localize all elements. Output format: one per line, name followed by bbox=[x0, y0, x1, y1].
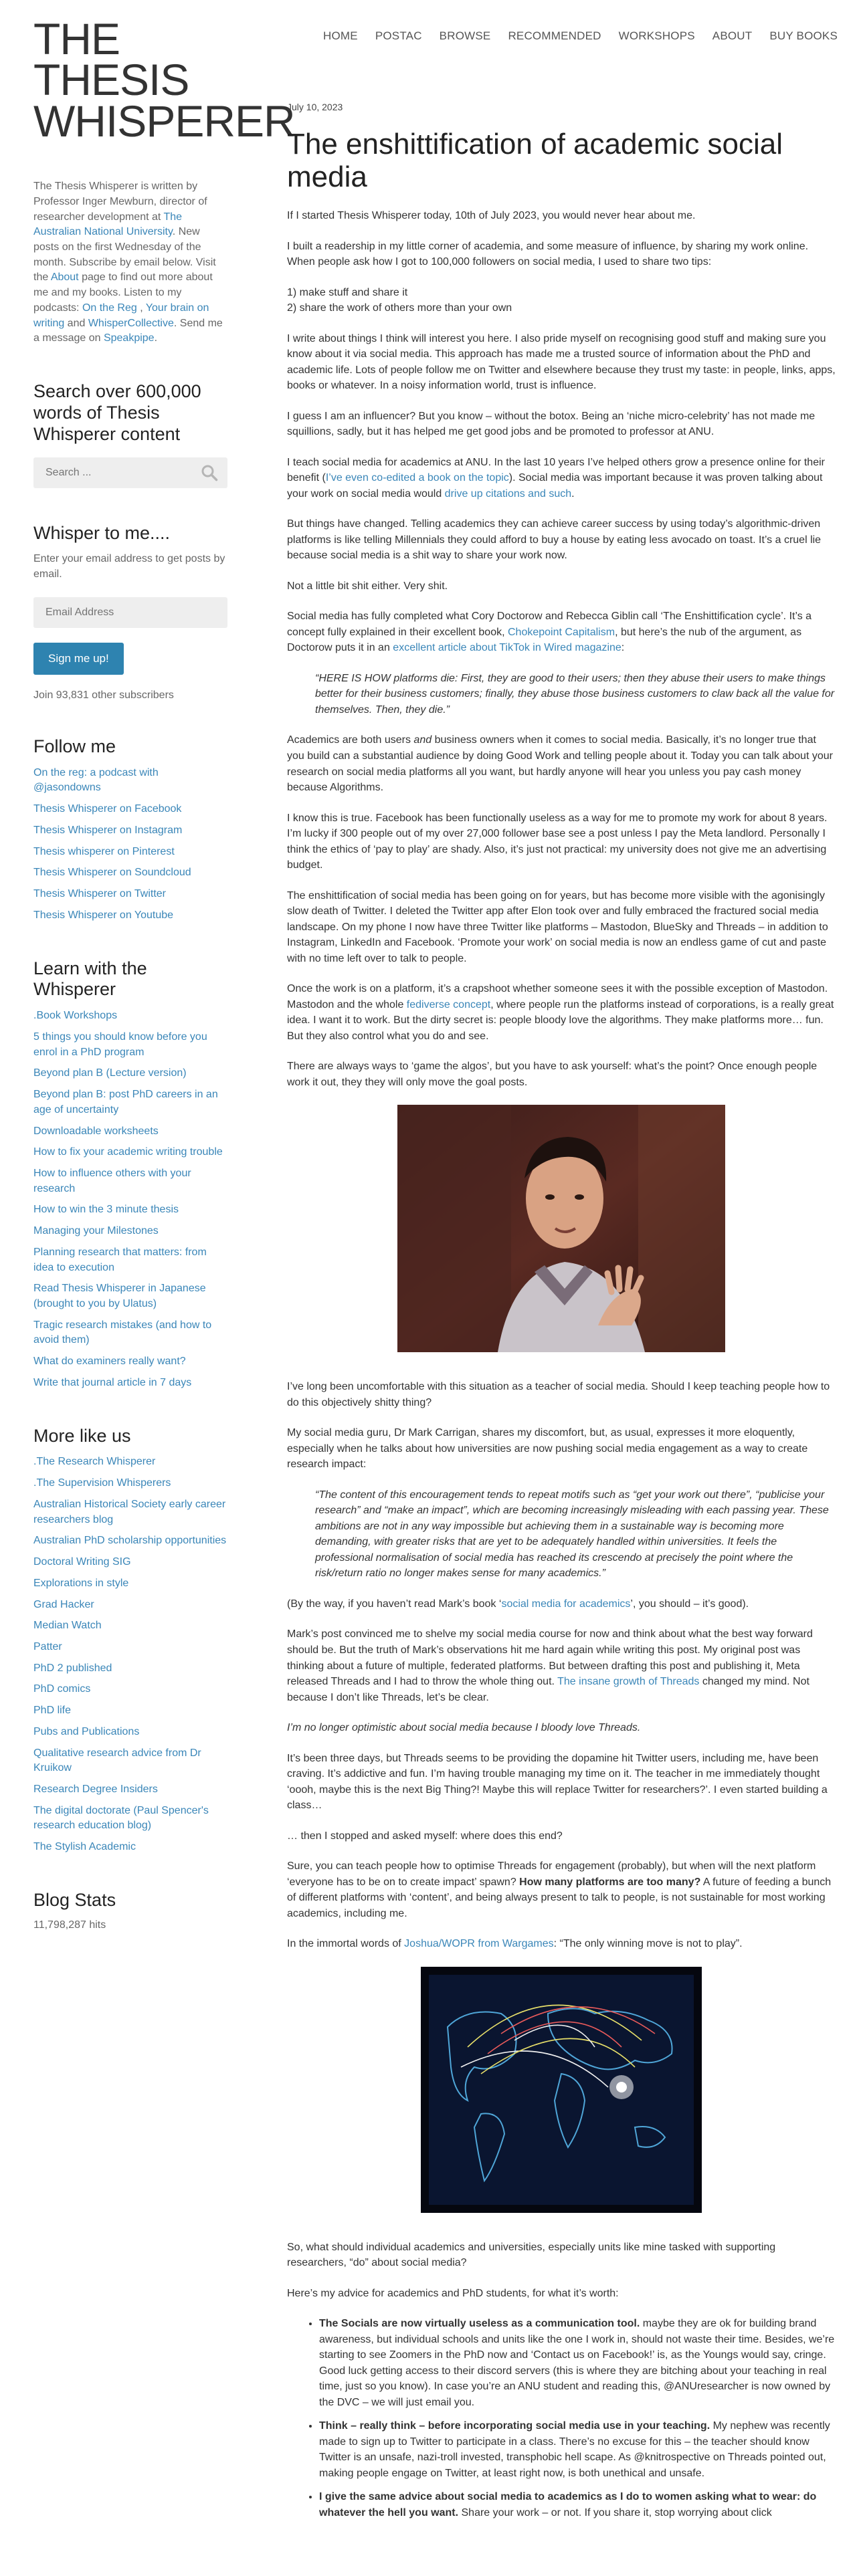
more-link[interactable]: Explorations in style bbox=[33, 1577, 129, 1589]
text: , but here’s the nub of the argument, as Doctorow puts it in an bbox=[287, 626, 802, 654]
more-link[interactable]: Australian PhD scholarship opportunities bbox=[33, 1535, 227, 1547]
paragraph: I built a readership in my little corner of academia, and some measure of influence, by sharing my work online. When people ask how I got to 100,000 followers on social media, I used to share two tips: bbox=[287, 240, 809, 268]
wargames-map-image bbox=[421, 1967, 702, 2213]
paragraph: Not a little bit shit either. Very shit. bbox=[287, 580, 448, 592]
more-link[interactable]: The Stylish Academic bbox=[33, 1841, 136, 1853]
text: (By the way, if you haven’t read Mark’s book ‘ bbox=[287, 1598, 502, 1610]
man-gesturing-image bbox=[397, 1105, 725, 1352]
follow-link[interactable]: Thesis Whisperer on Facebook bbox=[33, 803, 182, 815]
about-link[interactable]: About bbox=[50, 272, 79, 284]
quote-carrigan: “The content of this encouragement tends to repeat motifs such as “get your work out there”, “publicise your research” and “make an impact”, which are becoming increasingly misleading with each passing year. These ambitions are not in any way impossible but achieving them in a sustainable way is becoming more demanding, with greater risks that are yet to be adequately handled within universities. It feels the professional normalisation of social media has reached its crescendo at precisely the point where the risk/return ratio no longer makes sense for many academics.” bbox=[315, 1489, 829, 1580]
site-title-line: THESIS bbox=[33, 55, 189, 105]
stats-widget bbox=[33, 1890, 227, 1931]
hits-count: 11,798,287 hits bbox=[33, 1919, 106, 1931]
post-content bbox=[287, 100, 836, 2535]
more-link[interactable]: PhD 2 published bbox=[33, 1662, 112, 1674]
more-link[interactable]: PhD life bbox=[33, 1705, 72, 1717]
text: business owners when it comes to social media. Basically, it’s no longer true that you build can a substantial audience by doing Good Work and telling people about it. Today you can talk about your research on social media platforms all you want, but hardly anyone will hear you unless you pay cash money because Algorithms. bbox=[287, 734, 833, 794]
desc-text: . Send me a message on bbox=[33, 317, 223, 344]
learn-link[interactable]: Beyond plan B (Lecture version) bbox=[33, 1067, 187, 1079]
strong-text: Think – really think – before incorporating social media use in your teaching. bbox=[319, 2420, 710, 2432]
more-link[interactable]: Research Degree Insiders bbox=[33, 1783, 158, 1795]
speakpipe-link[interactable]: Speakpipe bbox=[103, 332, 155, 344]
desc-text: The Thesis Whisperer is written by Professor Inger Mewburn, director of researcher development at bbox=[33, 181, 207, 223]
more-link[interactable]: Median Watch bbox=[33, 1620, 102, 1632]
paragraph: I guess I am an influencer? But you know – without the botox. Being an ‘niche micro-celebrity’ has not made me squillions, sadly, but it has helped me get good jobs and be promoted to professor at ANU. bbox=[287, 410, 816, 438]
follow-link[interactable]: Thesis whisperer on Pinterest bbox=[33, 845, 175, 857]
stats-widget-title: Blog Stats bbox=[33, 1889, 116, 1910]
nav-home[interactable]: HOME bbox=[323, 29, 358, 42]
list-item bbox=[319, 2418, 836, 2481]
learn-link[interactable]: Planning research that matters: from idea to execution bbox=[33, 1246, 207, 1273]
site-title[interactable] bbox=[33, 14, 295, 146]
site-description bbox=[33, 179, 227, 346]
more-link[interactable]: Doctoral Writing SIG bbox=[33, 1556, 131, 1568]
paragraph bbox=[287, 1720, 836, 1736]
brain-on-writing-link[interactable]: Your brain on writing bbox=[33, 302, 209, 329]
more-link[interactable]: Pubs and Publications bbox=[33, 1725, 140, 1737]
more-link[interactable]: The digital doctorate (Paul Spencer's research education blog) bbox=[33, 1804, 209, 1832]
threads-growth-link[interactable]: The insane growth of Threads bbox=[557, 1676, 700, 1688]
more-link[interactable]: PhD comics bbox=[33, 1683, 91, 1695]
text: ). Social media was important because it was proven talking about your work on social media would bbox=[287, 472, 823, 500]
follow-link[interactable]: Thesis Whisperer on Twitter bbox=[33, 888, 166, 900]
text: Mark’s post convinced me to shelve my social media course for now and think about what the best way forward should be. But the truth of Mark’s observations hit me hard again while writing this post. My original post was thinking about a future of multiple, federated platforms. But between drafting this post and publishing it, Meta released Threads and I had to throw the whole thing out. bbox=[287, 1628, 813, 1688]
advice-list bbox=[287, 2316, 836, 2520]
desc-text: . New posts on the first Wednesday of the month. Subscribe by email below. Visit the bbox=[33, 226, 216, 284]
text: : “The only winning move is not to play”. bbox=[553, 1938, 743, 1950]
more-link[interactable]: Qualitative research advice from Dr Kruikow bbox=[33, 1747, 201, 1774]
nav-postac[interactable]: POSTAC bbox=[375, 29, 422, 42]
paragraph: It’s been three days, but Threads seems to be providing the dopamine hit Twitter users, including me, have been craving. It’s addictive and fun. I’m having trouble managing my time on it. The teacher in me immediately thought ‘oooh, maybe this is the next Big Thing?! Maybe this will replace Twitter for researchers?’. I even started building a class… bbox=[287, 1752, 828, 1812]
more-link[interactable]: Grad Hacker bbox=[33, 1598, 94, 1610]
paragraph: So, what should individual academics and universities, especially units like mine tasked with supporting researchers, “do” about social media? bbox=[287, 2241, 776, 2269]
paragraph: My social media guru, Dr Mark Carrigan, shares my discomfort, but, as usual, expresses it more eloquently, especially when he talks about how universities are now pushing social media engagement as a way to create research impact: bbox=[287, 1427, 808, 1471]
strong-text: I give the same advice about social media to academics as I do to women asking what to wear: do whatever the hell you want. bbox=[319, 2491, 817, 2518]
paragraph: If I started Thesis Whisperer today, 10th of July 2023, you would never hear about me. bbox=[287, 210, 696, 222]
follow-links bbox=[33, 766, 227, 924]
nav-workshops[interactable]: WORKSHOPS bbox=[618, 29, 695, 42]
desc-text: . bbox=[154, 332, 158, 344]
follow-widget bbox=[33, 736, 227, 924]
more-link[interactable]: Patter bbox=[33, 1640, 62, 1652]
paragraph: I’ve long been uncomfortable with this situation as a teacher of social media. Should I keep teaching people how to do this objectively shitty thing? bbox=[287, 1381, 830, 1408]
paragraph: I write about things I think will interest you here. I also pride myself on recognising good stuff and making sure you know about it via social media. This approach has made me a trusted source of information about the PhD and academic life. Lots of people follow me on Twitter and elsewhere because they trust my taste: in people, links, apps, books or whatever. In a noisy information world, trust is influence. bbox=[287, 332, 836, 392]
learn-widget bbox=[33, 958, 227, 1391]
text: : bbox=[621, 642, 625, 654]
site-title-line: WHISPERER bbox=[33, 96, 295, 146]
search-widget-title: Search over 600,000 words of Thesis Whisperer content bbox=[33, 381, 201, 444]
search-widget bbox=[33, 381, 227, 488]
post-date[interactable]: July 10, 2023 bbox=[287, 102, 343, 112]
text: Once the work is on a platform, it’s a crapshoot whether someone sees it with the possible exception of Mastodon. Mastodon and the whole bbox=[287, 983, 828, 1010]
sign-up-button[interactable]: Sign me up! bbox=[33, 643, 124, 675]
more-widget bbox=[33, 1426, 227, 1855]
paragraph: … then I stopped and asked myself: where does this end? bbox=[287, 1830, 563, 1842]
search-input[interactable] bbox=[33, 457, 206, 488]
desc-text: , bbox=[136, 302, 146, 314]
top-nav bbox=[323, 29, 838, 43]
follow-link[interactable]: On the reg: a podcast with @jasondowns bbox=[33, 766, 159, 794]
on-the-reg-link[interactable]: On the Reg bbox=[82, 302, 137, 314]
strong-text: The Socials are now virtually useless as a communication tool. bbox=[319, 2318, 640, 2330]
learn-link[interactable]: How to fix your academic writing trouble bbox=[33, 1146, 223, 1158]
emphasis: and bbox=[413, 734, 432, 746]
learn-link[interactable]: Downloadable worksheets bbox=[33, 1125, 159, 1137]
tips-paragraph bbox=[287, 285, 836, 316]
text: My nephew was recently made to sign up to Twitter to participate in a class. There’s no excuse for this – the teacher should know Twitter is an unsafe, nazi-troll invested, transphobic hell scape. As @knitrospective on Threads pointed out, making people engage on Twitter, at least right now, is both unethical and unsafe. bbox=[319, 2420, 830, 2479]
learn-link[interactable]: Beyond plan B: post PhD careers in an age of uncertainty bbox=[33, 1089, 218, 1115]
learn-link[interactable]: Write that journal article in 7 days bbox=[33, 1376, 192, 1388]
text: ’, you should – it’s good). bbox=[630, 1598, 749, 1610]
text: Social media has fully completed what Cory Doctorow and Rebecca Giblin call ‘The Enshittification cycle’. It’s a concept fully explained in their excellent book, bbox=[287, 611, 812, 638]
text: Academics are both users bbox=[287, 734, 414, 746]
anu-link[interactable]: The Australian National University bbox=[33, 211, 183, 238]
paragraph: I know this is true. Facebook has been functionally useless as a way for me to promote my work for about 8 years. I’m lucky if 300 people out of my over 27,000 follower base see a post unless I pay the Meta landlord. Personally I think the ethics of ‘pay to play’ are shady. Also, it’s just not practical: my university does not give me an advertising budget. bbox=[287, 812, 828, 871]
follow-link[interactable]: Thesis Whisperer on Youtube bbox=[33, 909, 174, 921]
text: . bbox=[571, 488, 575, 500]
smfa-book-link[interactable]: social media for academics bbox=[501, 1598, 631, 1610]
more-link[interactable]: Australian Historical Society early career researchers blog bbox=[33, 1498, 226, 1525]
emphasis: I’m no longer optimistic about social media because I bloody love Threads. bbox=[287, 1722, 641, 1734]
paragraph bbox=[287, 1596, 836, 1612]
paragraph: The enshittification of social media has been going on for years, but has become more visible with the agonisingly slow death of Twitter. I deleted the Twitter app after Elon took over and fully embraced the fractured social media landscape. On my phone I now have three Twitter like platforms – Mastodon, BlueSky and Threads – in addition to Instagram, LinkedIn and Facebook. ‘Promote your work’ on social media is now an endless game of cut and paste with no time left over to talk to people. bbox=[287, 889, 828, 964]
list-item bbox=[319, 2316, 836, 2410]
more-widget-title: More like us bbox=[33, 1425, 131, 1446]
tip-line: 2) share the work of others more than your own bbox=[287, 302, 512, 314]
learn-link[interactable]: What do examiners really want? bbox=[33, 1356, 186, 1368]
quote-doctorow: “HERE IS HOW platforms die: First, they are good to their users; then they abuse their users to make things better for their business customers; finally, they abuse those business customers to claw back all the value for themselves. Then, they die.” bbox=[315, 672, 835, 716]
tip-line: 1) make stuff and share it bbox=[287, 286, 408, 298]
subscriber-count: Join 93,831 other subscribers bbox=[33, 689, 174, 701]
follow-widget-title: Follow me bbox=[33, 736, 116, 756]
nav-recommended[interactable]: RECOMMENDED bbox=[508, 29, 601, 42]
subscribe-widget-title: Whisper to me.... bbox=[33, 522, 171, 543]
paragraph bbox=[287, 981, 836, 1044]
learn-link[interactable]: Managing your Milestones bbox=[33, 1225, 159, 1237]
learn-link[interactable]: Read Thesis Whisperer in Japanese (brought to you by Ulatus) bbox=[33, 1283, 206, 1310]
more-link[interactable]: .The Supervision Whisperers bbox=[33, 1477, 171, 1489]
citations-link[interactable]: drive up citations and such bbox=[444, 488, 572, 500]
follow-link[interactable]: Thesis Whisperer on Instagram bbox=[33, 824, 183, 836]
paragraph bbox=[287, 732, 836, 795]
search-box bbox=[33, 457, 227, 488]
learn-widget-title: Learn with the Whisperer bbox=[33, 958, 147, 1000]
learn-links bbox=[33, 1008, 227, 1390]
paragraph: But things have changed. Telling academics they can achieve career success by using today’s algorithmic-driven platforms is like telling Millennials they could afford to buy a house by eating less avocado on toast. It’s a cruel lie because social media is a shit way to share your work now. bbox=[287, 518, 822, 562]
nav-buy-books[interactable]: BUY BOOKS bbox=[769, 29, 838, 42]
text: Share your work – or not. If you share it, stop worrying about click bbox=[458, 2506, 772, 2518]
desc-text: and bbox=[64, 317, 88, 329]
post-title: The enshittification of academic social media bbox=[287, 127, 783, 193]
follow-link[interactable]: Thesis Whisperer on Soundcloud bbox=[33, 867, 191, 879]
strong-text: How many platforms are too many? bbox=[519, 1876, 701, 1888]
text: , where people run the platforms instead of corporations, is a really great idea. I want it to work. But the dirty secret is: people bloody love the algorithms. They make platforms more… fun. But they also control what you do and see. bbox=[287, 998, 834, 1042]
learn-link[interactable]: How to influence others with your research bbox=[33, 1167, 191, 1194]
paragraph: Here’s my advice for academics and PhD students, for what it’s worth: bbox=[287, 2287, 619, 2299]
nav-about[interactable]: ABOUT bbox=[712, 29, 753, 42]
wired-link[interactable]: excellent article about TikTok in Wired magazine bbox=[393, 642, 622, 654]
learn-link[interactable]: Tragic research mistakes (and how to avoid them) bbox=[33, 1319, 212, 1346]
subscribe-widget bbox=[33, 523, 227, 702]
text: A future of feeding a bunch of different platforms with ‘content’, and being always present to talk to people, is not sustainable for most working academics, including me. bbox=[287, 1876, 832, 1919]
book-link[interactable]: I’ve even co-edited a book on the topic bbox=[325, 472, 509, 484]
text: maybe they are ok for building brand awareness, but individual schools and units like the one I work in, should not waste their time. Besides, we’re starting to see Zoomers in the PhD now and ‘Contact us on Facebook!’ is, as the Youngs would say, cringe. Good luck getting access to their discord servers (this is where they are bitching about your teaching in real time, just so you know). In case you’re an ANU student and reading this, @ANUresearcher is now owned by the DVC – we will just email you. bbox=[319, 2318, 835, 2408]
paragraph bbox=[287, 455, 836, 502]
site-title-line: THE bbox=[33, 14, 120, 64]
learn-link[interactable]: How to win the 3 minute thesis bbox=[33, 1204, 179, 1216]
text: changed my mind. Not because I don’t like Threads, let’s be clear. bbox=[287, 1676, 809, 1703]
learn-link[interactable]: 5 things you should know before you enrol in a PhD program bbox=[33, 1031, 207, 1058]
more-links bbox=[33, 1455, 227, 1854]
list-item bbox=[319, 2489, 836, 2520]
paragraph: There are always ways to ‘game the algos’, but you have to ask yourself: what’s the point? Once enough people work it out, they they will only move the goal posts. bbox=[287, 1061, 818, 1088]
chokepoint-link[interactable]: Chokepoint Capitalism bbox=[507, 626, 615, 638]
learn-link[interactable]: .Book Workshops bbox=[33, 1010, 118, 1022]
email-field[interactable] bbox=[33, 597, 227, 628]
paragraph bbox=[287, 1936, 836, 1952]
paragraph bbox=[287, 1626, 836, 1705]
paragraph bbox=[287, 1858, 836, 1921]
whisper-collective-link[interactable]: WhisperCollective bbox=[88, 317, 174, 329]
more-link[interactable]: .The Research Whisperer bbox=[33, 1456, 156, 1468]
desc-text: page to find out more about me and my books. Listen to my podcasts: bbox=[33, 272, 213, 314]
sidebar bbox=[33, 14, 295, 1931]
text: In the immortal words of bbox=[287, 1938, 405, 1950]
paragraph bbox=[287, 609, 836, 656]
subscribe-description: Enter your email address to get posts by email. bbox=[33, 553, 225, 580]
search-icon[interactable] bbox=[201, 464, 218, 481]
fediverse-link[interactable]: fediverse concept bbox=[406, 998, 491, 1010]
text: Sure, you can teach people how to optimise Threads for engagement (probably), but when will the next platform ‘everyone has to be on to create impact’ spawn? bbox=[287, 1860, 816, 1888]
wargames-link[interactable]: Joshua/WOPR from Wargames bbox=[404, 1938, 554, 1950]
nav-browse[interactable]: BROWSE bbox=[439, 29, 491, 42]
text: I teach social media for academics at ANU. In the last 10 years I’ve helped others grow a presence online for their benefit ( bbox=[287, 456, 825, 484]
